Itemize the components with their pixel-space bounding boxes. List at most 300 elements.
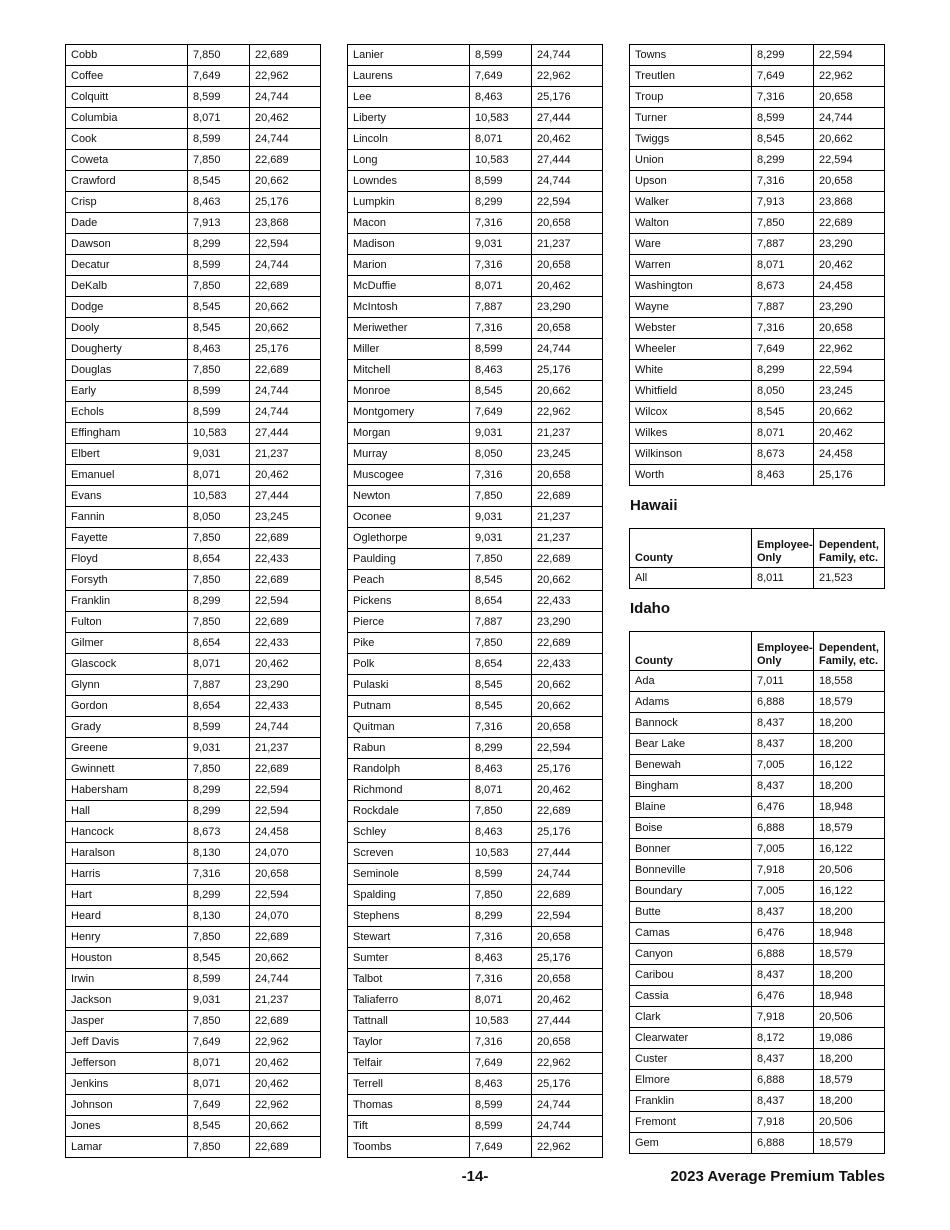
table-row <box>66 675 321 696</box>
table-row <box>348 297 603 318</box>
dependent-family-cell: 22,962 <box>532 1053 603 1074</box>
dependent-family-cell: 20,662 <box>250 171 321 192</box>
dependent-family-cell: 23,868 <box>814 192 885 213</box>
table-row <box>348 255 603 276</box>
dependent-family-cell: 20,662 <box>250 318 321 339</box>
table-row <box>66 780 321 801</box>
table-row <box>66 801 321 822</box>
table-row <box>348 402 603 423</box>
table-row <box>66 1011 321 1032</box>
county-cell: Jenkins <box>66 1074 188 1095</box>
dependent-family-cell: 22,962 <box>532 66 603 87</box>
dependent-family-cell: 22,689 <box>250 45 321 66</box>
table-row <box>66 969 321 990</box>
dependent-family-cell: 27,444 <box>532 843 603 864</box>
county-cell: Fremont <box>630 1112 752 1133</box>
table-row <box>630 568 885 589</box>
employee-only-cell: 7,887 <box>752 297 814 318</box>
employee-only-cell: 9,031 <box>470 423 532 444</box>
county-cell: Gilmer <box>66 633 188 654</box>
employee-only-cell: 8,071 <box>470 276 532 297</box>
employee-only-cell: 8,545 <box>188 948 250 969</box>
dependent-family-cell: 20,658 <box>532 1032 603 1053</box>
county-cell: Paulding <box>348 549 470 570</box>
employee-only-cell: 8,673 <box>752 444 814 465</box>
county-cell: Jefferson <box>66 1053 188 1074</box>
table-row <box>348 192 603 213</box>
employee-only-cell: 8,545 <box>470 696 532 717</box>
employee-only-cell: 8,599 <box>188 717 250 738</box>
county-cell: Marion <box>348 255 470 276</box>
county-cell: Grady <box>66 717 188 738</box>
employee-only-cell: 8,545 <box>470 675 532 696</box>
header-county: County <box>630 529 752 568</box>
table-row <box>66 507 321 528</box>
county-cell: Tattnall <box>348 1011 470 1032</box>
table-row <box>630 944 885 965</box>
dependent-family-cell: 20,662 <box>532 570 603 591</box>
employee-only-cell: 7,316 <box>470 1032 532 1053</box>
dependent-family-cell: 18,948 <box>814 923 885 944</box>
employee-only-cell: 8,050 <box>470 444 532 465</box>
county-cell: Jones <box>66 1116 188 1137</box>
table-row <box>66 276 321 297</box>
table-row <box>348 591 603 612</box>
county-cell: Bannock <box>630 713 752 734</box>
county-cell: Camas <box>630 923 752 944</box>
dependent-family-cell: 22,962 <box>814 339 885 360</box>
georgia-table-part-1 <box>65 44 321 1158</box>
employee-only-cell: 7,887 <box>470 612 532 633</box>
county-cell: Miller <box>348 339 470 360</box>
county-cell: Jeff Davis <box>66 1032 188 1053</box>
employee-only-cell: 10,583 <box>470 150 532 171</box>
table-row <box>66 1116 321 1137</box>
table-row <box>348 864 603 885</box>
employee-only-cell: 7,649 <box>470 402 532 423</box>
employee-only-cell: 6,476 <box>752 797 814 818</box>
hawaii-table <box>629 528 885 589</box>
dependent-family-cell: 22,689 <box>250 927 321 948</box>
employee-only-cell: 8,463 <box>470 759 532 780</box>
county-cell: Richmond <box>348 780 470 801</box>
employee-only-cell: 7,649 <box>752 66 814 87</box>
table-row <box>66 528 321 549</box>
employee-only-cell: 8,545 <box>188 171 250 192</box>
county-cell: Custer <box>630 1049 752 1070</box>
employee-only-cell: 8,654 <box>470 591 532 612</box>
table-row <box>348 213 603 234</box>
county-cell: Crawford <box>66 171 188 192</box>
table-row <box>630 776 885 797</box>
employee-only-cell: 8,463 <box>470 87 532 108</box>
table-row <box>630 965 885 986</box>
county-cell: Wilkinson <box>630 444 752 465</box>
county-cell: Lumpkin <box>348 192 470 213</box>
dependent-family-cell: 22,594 <box>532 192 603 213</box>
county-cell: Meriwether <box>348 318 470 339</box>
dependent-family-cell: 25,176 <box>532 822 603 843</box>
employee-only-cell: 8,545 <box>752 129 814 150</box>
employee-only-cell: 7,850 <box>188 150 250 171</box>
county-cell: Hall <box>66 801 188 822</box>
dependent-family-cell: 22,689 <box>250 759 321 780</box>
employee-only-cell: 7,316 <box>470 717 532 738</box>
dependent-family-cell: 23,290 <box>814 234 885 255</box>
county-cell: Franklin <box>630 1091 752 1112</box>
table-row <box>348 129 603 150</box>
dependent-family-cell: 18,579 <box>814 944 885 965</box>
dependent-family-cell: 20,462 <box>532 276 603 297</box>
employee-only-cell: 8,463 <box>752 465 814 486</box>
table-row <box>66 192 321 213</box>
idaho-table <box>629 631 885 1154</box>
employee-only-cell: 8,299 <box>752 45 814 66</box>
dependent-family-cell: 23,868 <box>250 213 321 234</box>
dependent-family-cell: 22,962 <box>532 402 603 423</box>
dependent-family-cell: 22,433 <box>532 654 603 675</box>
dependent-family-cell: 21,237 <box>250 990 321 1011</box>
employee-only-cell: 7,850 <box>470 801 532 822</box>
county-cell: Hart <box>66 885 188 906</box>
county-cell: Dougherty <box>66 339 188 360</box>
employee-only-cell: 7,850 <box>470 633 532 654</box>
county-cell: Houston <box>66 948 188 969</box>
employee-only-cell: 7,316 <box>470 255 532 276</box>
dependent-family-cell: 20,658 <box>814 87 885 108</box>
county-cell: Bonner <box>630 839 752 860</box>
employee-only-cell: 7,850 <box>188 276 250 297</box>
county-cell: Emanuel <box>66 465 188 486</box>
employee-only-cell: 7,649 <box>470 1137 532 1158</box>
dependent-family-cell: 23,290 <box>532 297 603 318</box>
county-cell: Macon <box>348 213 470 234</box>
county-cell: Muscogee <box>348 465 470 486</box>
county-cell: Bingham <box>630 776 752 797</box>
employee-only-cell: 7,005 <box>752 839 814 860</box>
dependent-family-cell: 24,744 <box>532 1095 603 1116</box>
employee-only-cell: 10,583 <box>188 423 250 444</box>
table-row <box>66 339 321 360</box>
county-cell: Douglas <box>66 360 188 381</box>
table-row <box>348 1053 603 1074</box>
table-row <box>630 902 885 923</box>
dependent-family-cell: 22,962 <box>532 1137 603 1158</box>
employee-only-cell: 8,463 <box>188 339 250 360</box>
employee-only-cell: 8,545 <box>188 297 250 318</box>
county-cell: Worth <box>630 465 752 486</box>
dependent-family-cell: 20,662 <box>250 1116 321 1137</box>
employee-only-cell: 7,850 <box>188 759 250 780</box>
dependent-family-cell: 22,594 <box>250 801 321 822</box>
table-row <box>348 318 603 339</box>
dependent-family-cell: 16,122 <box>814 839 885 860</box>
table-row <box>66 255 321 276</box>
dependent-family-cell: 18,948 <box>814 986 885 1007</box>
table-row <box>66 297 321 318</box>
county-cell: Jasper <box>66 1011 188 1032</box>
employee-only-cell: 7,913 <box>188 213 250 234</box>
county-cell: Newton <box>348 486 470 507</box>
employee-only-cell: 6,888 <box>752 692 814 713</box>
employee-only-cell: 7,850 <box>188 1137 250 1158</box>
employee-only-cell: 10,583 <box>470 843 532 864</box>
county-cell: Dawson <box>66 234 188 255</box>
dependent-family-cell: 20,662 <box>532 696 603 717</box>
employee-only-cell: 8,437 <box>752 734 814 755</box>
county-cell: Dooly <box>66 318 188 339</box>
table-row <box>348 717 603 738</box>
dependent-family-cell: 27,444 <box>532 108 603 129</box>
employee-only-cell: 8,654 <box>188 549 250 570</box>
county-cell: Morgan <box>348 423 470 444</box>
dependent-family-cell: 20,658 <box>532 717 603 738</box>
table-row <box>348 948 603 969</box>
county-cell: Elbert <box>66 444 188 465</box>
dependent-family-cell: 23,290 <box>250 675 321 696</box>
county-cell: Towns <box>630 45 752 66</box>
dependent-family-cell: 21,523 <box>814 568 885 589</box>
hawaii-heading: Hawaii <box>630 497 678 514</box>
dependent-family-cell: 25,176 <box>250 339 321 360</box>
dependent-family-cell: 20,658 <box>814 318 885 339</box>
dependent-family-cell: 21,237 <box>532 234 603 255</box>
county-cell: Schley <box>348 822 470 843</box>
employee-only-cell: 8,071 <box>752 255 814 276</box>
dependent-family-cell: 22,689 <box>250 276 321 297</box>
table-row <box>348 465 603 486</box>
table-row <box>66 234 321 255</box>
table-row <box>348 654 603 675</box>
dependent-family-cell: 24,458 <box>814 444 885 465</box>
dependent-family-cell: 18,579 <box>814 692 885 713</box>
employee-only-cell: 7,887 <box>752 234 814 255</box>
county-cell: Butte <box>630 902 752 923</box>
employee-only-cell: 8,437 <box>752 1091 814 1112</box>
county-cell: Seminole <box>348 864 470 885</box>
county-cell: Talbot <box>348 969 470 990</box>
dependent-family-cell: 23,245 <box>250 507 321 528</box>
employee-only-cell: 8,599 <box>470 339 532 360</box>
dependent-family-cell: 21,237 <box>532 528 603 549</box>
employee-only-cell: 7,316 <box>470 213 532 234</box>
header-employee-only: Employee-Only <box>752 529 814 568</box>
table-row <box>348 822 603 843</box>
county-cell: Treutlen <box>630 66 752 87</box>
employee-only-cell: 8,071 <box>188 1053 250 1074</box>
table-row <box>348 612 603 633</box>
column-2 <box>347 44 602 1158</box>
county-cell: Adams <box>630 692 752 713</box>
county-cell: Rabun <box>348 738 470 759</box>
employee-only-cell: 8,071 <box>470 780 532 801</box>
employee-only-cell: 8,545 <box>470 381 532 402</box>
employee-only-cell: 8,599 <box>470 1095 532 1116</box>
county-cell: Cassia <box>630 986 752 1007</box>
dependent-family-cell: 20,662 <box>250 297 321 318</box>
table-row <box>630 339 885 360</box>
county-cell: Canyon <box>630 944 752 965</box>
table-row <box>630 713 885 734</box>
dependent-family-cell: 22,962 <box>250 66 321 87</box>
employee-only-cell: 8,545 <box>752 402 814 423</box>
employee-only-cell: 7,011 <box>752 671 814 692</box>
dependent-family-cell: 24,744 <box>532 1116 603 1137</box>
employee-only-cell: 7,649 <box>188 1032 250 1053</box>
table-row <box>348 1074 603 1095</box>
county-cell: Ada <box>630 671 752 692</box>
county-cell: Fannin <box>66 507 188 528</box>
county-cell: Franklin <box>66 591 188 612</box>
dependent-family-cell: 20,506 <box>814 1112 885 1133</box>
county-cell: Pulaski <box>348 675 470 696</box>
employee-only-cell: 8,050 <box>188 507 250 528</box>
table-row <box>630 129 885 150</box>
employee-only-cell: 7,918 <box>752 1112 814 1133</box>
table-row <box>66 927 321 948</box>
table-row <box>66 864 321 885</box>
dependent-family-cell: 22,689 <box>532 549 603 570</box>
county-cell: Dodge <box>66 297 188 318</box>
employee-only-cell: 7,649 <box>188 66 250 87</box>
employee-only-cell: 7,850 <box>188 45 250 66</box>
dependent-family-cell: 27,444 <box>532 1011 603 1032</box>
table-row <box>348 1032 603 1053</box>
county-cell: Clark <box>630 1007 752 1028</box>
table-row <box>630 402 885 423</box>
county-cell: Coweta <box>66 150 188 171</box>
county-cell: Jackson <box>66 990 188 1011</box>
county-cell: Floyd <box>66 549 188 570</box>
county-cell: Long <box>348 150 470 171</box>
county-cell: Taliaferro <box>348 990 470 1011</box>
county-cell: Wheeler <box>630 339 752 360</box>
table-row <box>66 381 321 402</box>
county-cell: Gwinnett <box>66 759 188 780</box>
employee-only-cell: 8,071 <box>188 1074 250 1095</box>
dependent-family-cell: 20,658 <box>532 969 603 990</box>
employee-only-cell: 8,437 <box>752 1049 814 1070</box>
table-row <box>630 1049 885 1070</box>
county-cell: Gem <box>630 1133 752 1154</box>
employee-only-cell: 7,316 <box>470 318 532 339</box>
dependent-family-cell: 18,200 <box>814 1049 885 1070</box>
employee-only-cell: 7,649 <box>752 339 814 360</box>
dependent-family-cell: 22,433 <box>532 591 603 612</box>
table-row <box>66 612 321 633</box>
header-employee-only: Employee-Only <box>752 632 814 671</box>
table-row <box>348 969 603 990</box>
table-row <box>66 759 321 780</box>
dependent-family-cell: 21,237 <box>250 444 321 465</box>
county-cell: Johnson <box>66 1095 188 1116</box>
table-row <box>630 1007 885 1028</box>
employee-only-cell: 8,599 <box>188 969 250 990</box>
dependent-family-cell: 25,176 <box>532 360 603 381</box>
county-cell: Lee <box>348 87 470 108</box>
employee-only-cell: 7,850 <box>188 612 250 633</box>
county-cell: Early <box>66 381 188 402</box>
employee-only-cell: 7,850 <box>188 528 250 549</box>
county-cell: Columbia <box>66 108 188 129</box>
county-cell: Toombs <box>348 1137 470 1158</box>
dependent-family-cell: 23,245 <box>814 381 885 402</box>
county-cell: Mitchell <box>348 360 470 381</box>
employee-only-cell: 8,673 <box>752 276 814 297</box>
employee-only-cell: 7,316 <box>470 465 532 486</box>
table-row <box>348 927 603 948</box>
employee-only-cell: 8,299 <box>188 801 250 822</box>
employee-only-cell: 10,583 <box>470 1011 532 1032</box>
county-cell: Heard <box>66 906 188 927</box>
dependent-family-cell: 22,962 <box>250 1095 321 1116</box>
table-row <box>348 423 603 444</box>
county-cell: Boise <box>630 818 752 839</box>
table-row <box>66 717 321 738</box>
county-cell: Wilcox <box>630 402 752 423</box>
employee-only-cell: 8,071 <box>470 990 532 1011</box>
table-row <box>66 87 321 108</box>
table-row <box>630 671 885 692</box>
employee-only-cell: 8,130 <box>188 843 250 864</box>
table-row <box>66 843 321 864</box>
county-cell: Rockdale <box>348 801 470 822</box>
county-cell: Murray <box>348 444 470 465</box>
employee-only-cell: 9,031 <box>188 990 250 1011</box>
table-row <box>348 45 603 66</box>
county-cell: Blaine <box>630 797 752 818</box>
employee-only-cell: 7,005 <box>752 881 814 902</box>
table-row <box>66 465 321 486</box>
employee-only-cell: 8,463 <box>470 822 532 843</box>
employee-only-cell: 7,649 <box>470 66 532 87</box>
table-row <box>348 696 603 717</box>
dependent-family-cell: 20,462 <box>250 1053 321 1074</box>
dependent-family-cell: 22,594 <box>532 738 603 759</box>
table-row <box>348 339 603 360</box>
employee-only-cell: 7,850 <box>188 927 250 948</box>
employee-only-cell: 8,599 <box>752 108 814 129</box>
table-row <box>348 906 603 927</box>
table-row <box>348 1137 603 1158</box>
page-number: -14- <box>461 1168 489 1185</box>
table-row <box>630 360 885 381</box>
dependent-family-cell: 20,506 <box>814 1007 885 1028</box>
table-row <box>66 633 321 654</box>
table-row <box>348 780 603 801</box>
county-cell: Webster <box>630 318 752 339</box>
table-row <box>348 1116 603 1137</box>
table-row <box>66 990 321 1011</box>
employee-only-cell: 8,599 <box>188 129 250 150</box>
employee-only-cell: 8,599 <box>470 864 532 885</box>
employee-only-cell: 7,316 <box>752 171 814 192</box>
dependent-family-cell: 22,594 <box>250 780 321 801</box>
dependent-family-cell: 24,744 <box>250 969 321 990</box>
dependent-family-cell: 22,433 <box>250 549 321 570</box>
table-row <box>66 1074 321 1095</box>
table-row <box>348 234 603 255</box>
table-row <box>66 171 321 192</box>
county-cell: Boundary <box>630 881 752 902</box>
county-cell: Harris <box>66 864 188 885</box>
employee-only-cell: 8,599 <box>470 171 532 192</box>
dependent-family-cell: 24,744 <box>532 864 603 885</box>
county-cell: Polk <box>348 654 470 675</box>
dependent-family-cell: 21,237 <box>532 423 603 444</box>
dependent-family-cell: 23,290 <box>532 612 603 633</box>
employee-only-cell: 8,463 <box>188 192 250 213</box>
